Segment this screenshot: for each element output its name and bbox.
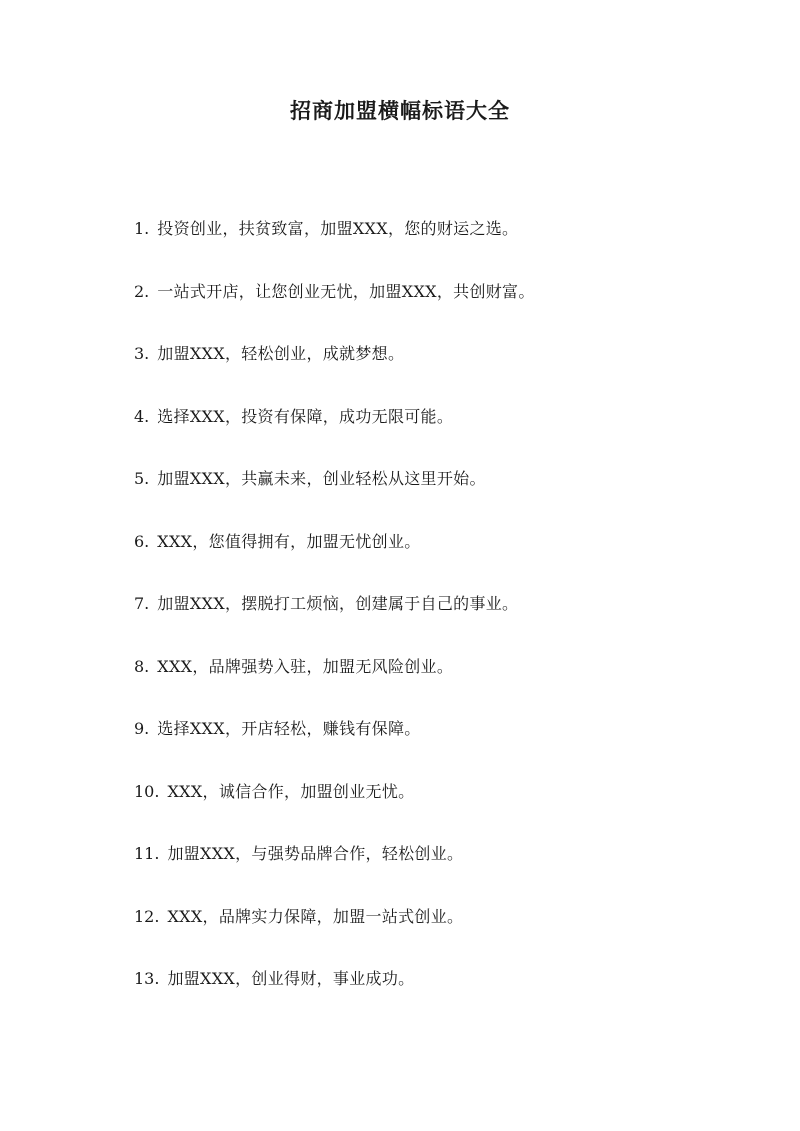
- list-item-text: 投资创业，扶贫致富，加盟XXX，您的财运之选。: [157, 219, 519, 238]
- list-item-text: XXX，品牌实力保障，加盟一站式创业。: [167, 906, 464, 926]
- list-item-number: 3.: [134, 344, 150, 363]
- list-item-text: XXX，诚信合作，加盟创业无忧。: [167, 781, 415, 801]
- list-item-text: 选择XXX，投资有保障，成功无限可能。: [157, 406, 454, 426]
- document-title: 招商加盟横幅标语大全: [290, 98, 510, 123]
- list-item-number: 7.: [134, 594, 150, 613]
- list-item: [134, 589, 734, 652]
- list-item-text: 选择XXX，开店轻松，赚钱有保障。: [157, 719, 421, 738]
- list-item-number: 11.: [134, 844, 160, 863]
- list-item: [134, 714, 734, 777]
- list-item-number: 10.: [134, 781, 160, 801]
- list-item-text: 加盟XXX，轻松创业，成就梦想。: [157, 344, 405, 363]
- list-item: [134, 964, 734, 1027]
- list-item-text: 加盟XXX，与强势品牌合作，轻松创业。: [167, 844, 464, 863]
- list-item: [134, 464, 734, 527]
- list-item-number: 1.: [134, 219, 150, 238]
- list-item-text: XXX，品牌强势入驻，加盟无风险创业。: [157, 656, 454, 676]
- list-item-text: 加盟XXX，摆脱打工烦恼，创建属于自己的事业。: [157, 594, 519, 613]
- slogan-list: [134, 214, 734, 1027]
- list-item-text: 一站式开店，让您创业无忧，加盟XXX，共创财富。: [157, 281, 535, 301]
- list-item-text: XXX，您值得拥有，加盟无忧创业。: [157, 531, 421, 551]
- list-item: [134, 527, 734, 590]
- list-item-number: 4.: [134, 406, 150, 426]
- list-item-number: 12.: [134, 906, 160, 926]
- list-item: [134, 277, 734, 340]
- list-item: [134, 339, 734, 402]
- list-item: [134, 402, 734, 465]
- list-item-number: 13.: [134, 969, 160, 988]
- list-item-number: 6.: [134, 531, 150, 551]
- list-item: [134, 652, 734, 715]
- list-item: [134, 902, 734, 965]
- list-item-number: 9.: [134, 719, 150, 738]
- list-item: [134, 839, 734, 902]
- list-item-number: 8.: [134, 656, 150, 676]
- list-item: [134, 214, 734, 277]
- list-item-text: 加盟XXX，共赢未来，创业轻松从这里开始。: [157, 469, 486, 488]
- list-item-number: 2.: [134, 281, 150, 301]
- list-item-number: 5.: [134, 469, 150, 488]
- list-item: [134, 777, 734, 840]
- list-item-text: 加盟XXX，创业得财，事业成功。: [167, 969, 415, 988]
